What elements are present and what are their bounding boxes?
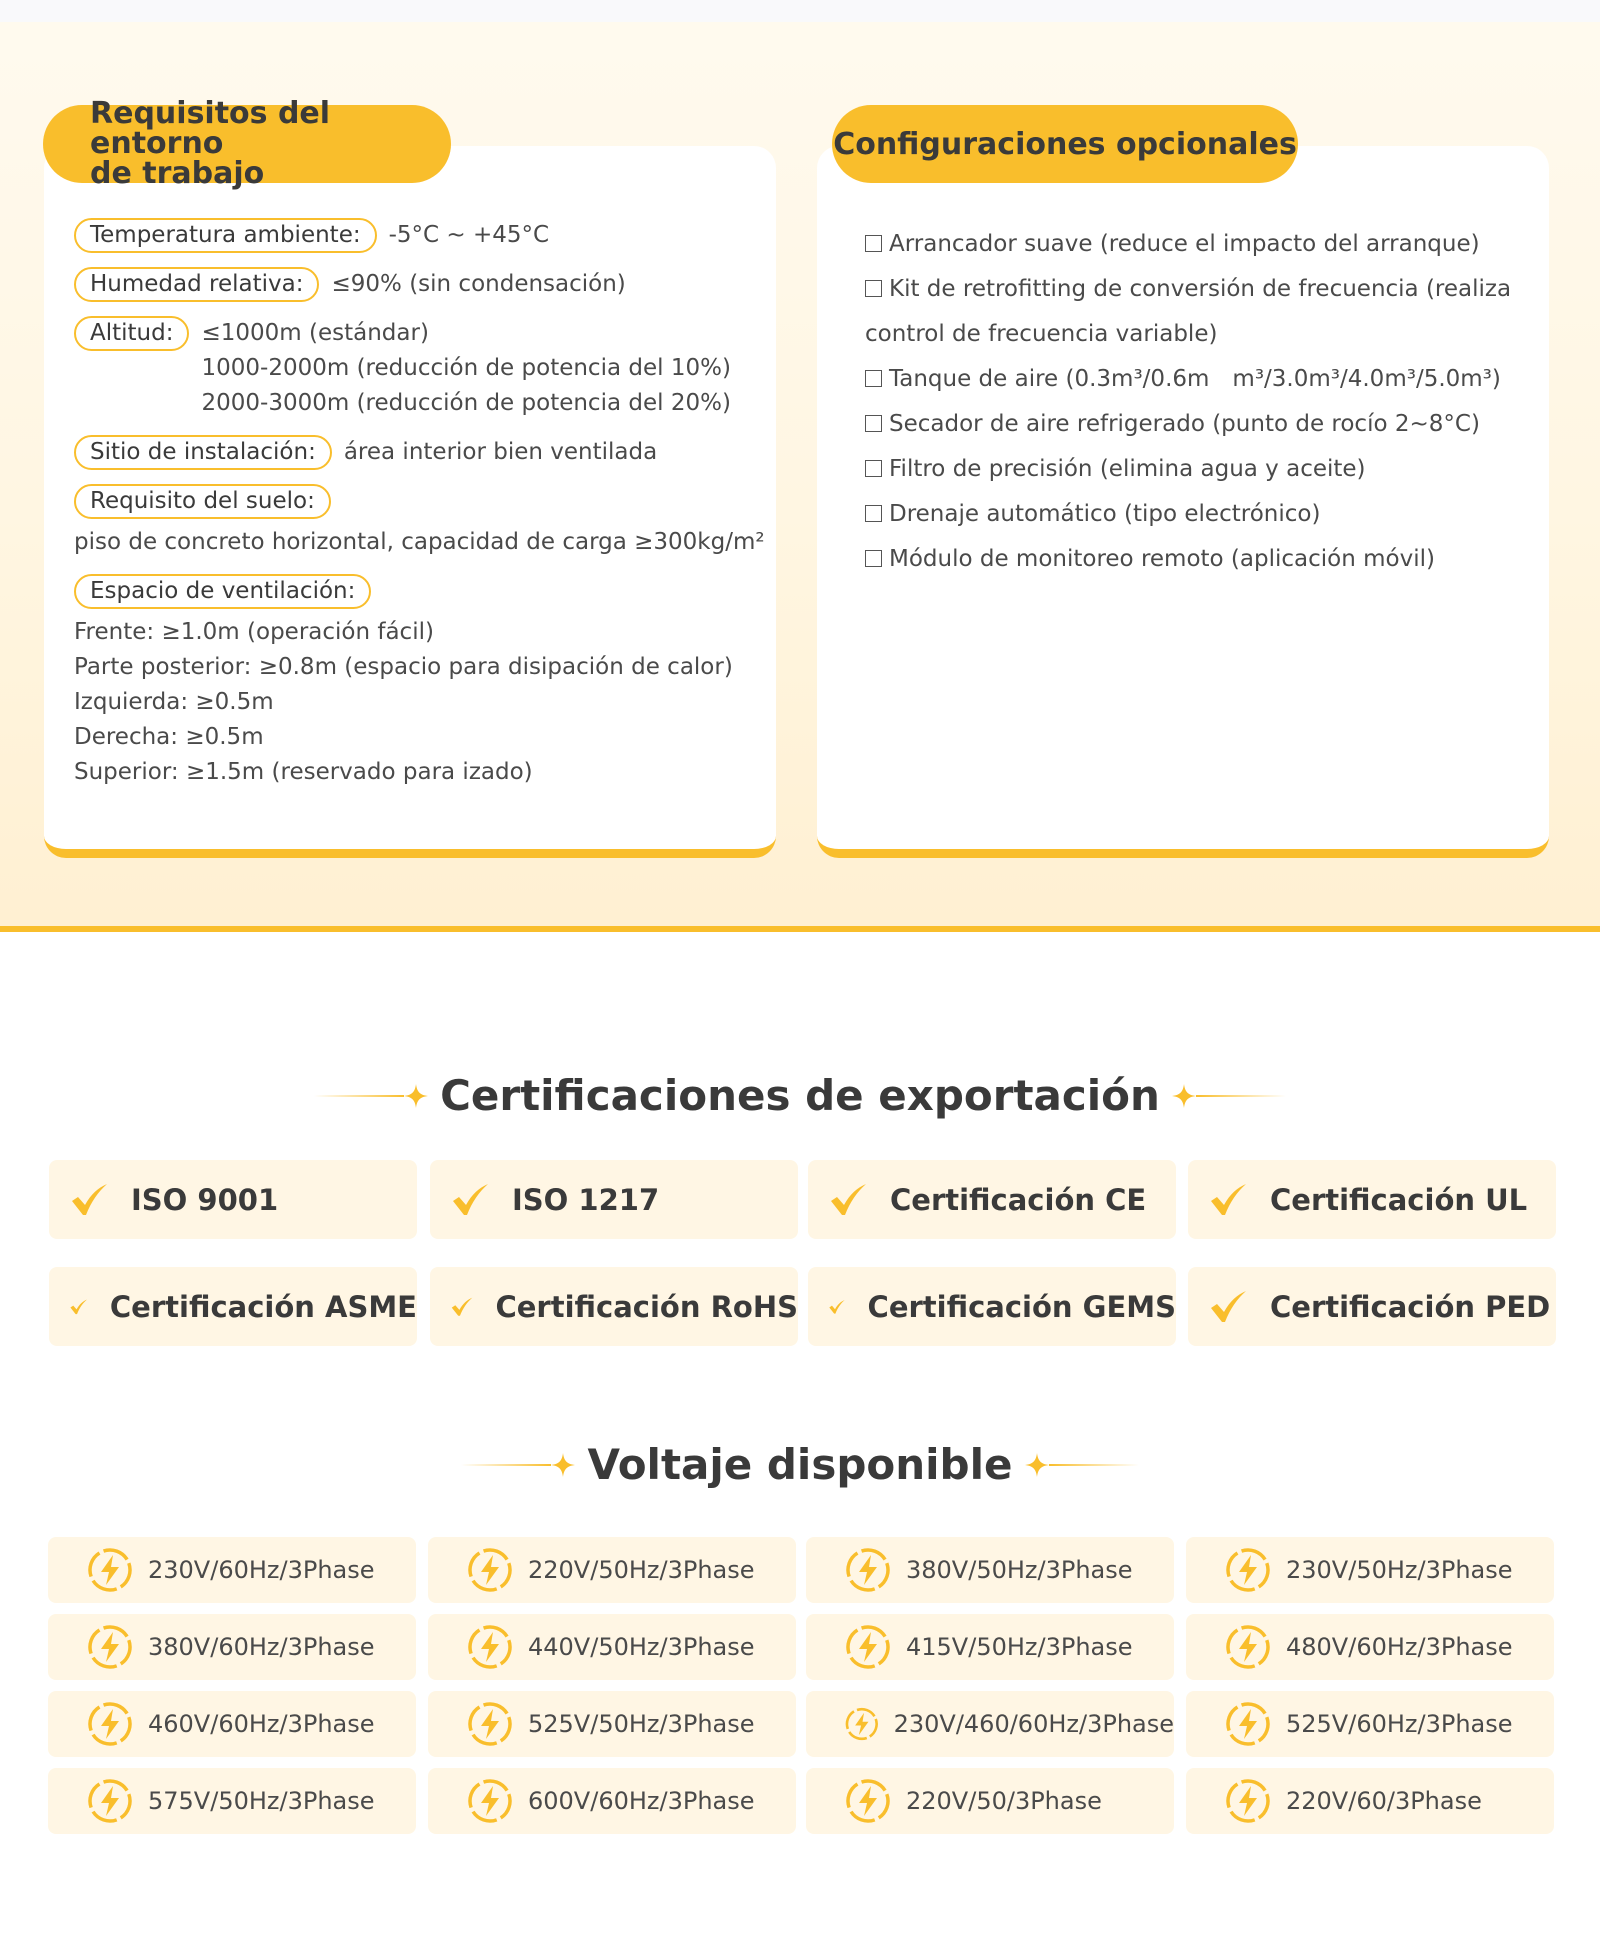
environment-rows (74, 218, 764, 804)
lightning-icon (466, 1700, 514, 1748)
environment-title-line1: Requisitos del entorno (90, 96, 331, 161)
sparkle-star-icon (1172, 1084, 1196, 1108)
lightning-icon (1224, 1623, 1272, 1671)
env-value: 1000-2000m (reducción de potencia del 10%) (201, 355, 731, 381)
option-label: Secador de aire refrigerado (punto de rocío 2~8°C) (889, 411, 1480, 437)
lightning-icon (1224, 1700, 1272, 1748)
option-item[interactable] (865, 492, 1525, 537)
voltage-label: 600V/60Hz/3Phase (528, 1787, 755, 1815)
lightning-icon (844, 1777, 892, 1825)
voltage-tile (48, 1537, 416, 1603)
option-label: Tanque de aire (0.3m³/0.6m m³/3.0m³/4.0m³/5.0m³) (889, 366, 1501, 392)
certification-tile (49, 1160, 417, 1239)
option-label: Arrancador suave (reduce el impacto del arranque) (889, 231, 1480, 257)
heading-decoration-left (461, 1453, 575, 1477)
certification-tile (430, 1160, 798, 1239)
certification-label: ISO 9001 (131, 1182, 279, 1217)
certification-label: ISO 1217 (512, 1182, 660, 1217)
env-value: Superior: ≥1.5m (reservado para izado) (74, 759, 533, 785)
lightning-icon (466, 1777, 514, 1825)
certification-tile (1188, 1267, 1556, 1346)
voltage-tile (1186, 1768, 1554, 1834)
check-icon (450, 1180, 490, 1220)
voltage-tile (48, 1691, 416, 1757)
certification-tile (49, 1267, 417, 1346)
voltage-tile (806, 1768, 1174, 1834)
certification-tile (1188, 1160, 1556, 1239)
option-item[interactable] (865, 447, 1525, 492)
heading-decoration-right (1172, 1084, 1286, 1108)
top-section (0, 0, 1600, 932)
checkbox-icon[interactable] (865, 235, 882, 252)
env-value: Derecha: ≥0.5m (74, 724, 264, 750)
env-label: Altitud: (74, 316, 189, 351)
env-row-site (74, 435, 764, 470)
voltage-label: 230V/460/60Hz/3Phase (893, 1710, 1174, 1738)
voltage-tile (48, 1614, 416, 1680)
sparkle-star-icon (1025, 1453, 1049, 1477)
check-icon (1208, 1287, 1248, 1327)
env-value: Izquierda: ≥0.5m (74, 689, 274, 715)
voltage-tile (428, 1614, 796, 1680)
env-value-lines (74, 525, 764, 560)
check-icon (69, 1287, 88, 1327)
checkbox-icon[interactable] (865, 280, 882, 297)
env-value: 2000-3000m (reducción de potencia del 20%) (201, 390, 731, 416)
check-icon (450, 1287, 473, 1327)
lightning-icon (1224, 1777, 1272, 1825)
option-item[interactable] (865, 402, 1525, 447)
certification-label: Certificación RoHS (495, 1289, 798, 1324)
voltage-label: 220V/50Hz/3Phase (528, 1556, 755, 1584)
option-item[interactable] (865, 537, 1525, 582)
options-card-title: Configuraciones opcionales (832, 105, 1298, 183)
env-label: Espacio de ventilación: (74, 574, 371, 609)
option-item[interactable] (865, 222, 1525, 267)
voltage-tile (806, 1691, 1174, 1757)
voltage-label: 230V/50Hz/3Phase (1286, 1556, 1513, 1584)
voltage-label: 380V/60Hz/3Phase (148, 1633, 375, 1661)
env-row-floor (74, 484, 764, 560)
voltage-tile (428, 1537, 796, 1603)
lightning-icon (86, 1623, 134, 1671)
heading-decoration-left (314, 1084, 428, 1108)
certification-label: Certificación PED (1270, 1289, 1551, 1324)
checkbox-icon[interactable] (865, 415, 882, 432)
certifications-title: Certificaciones de exportación (440, 1071, 1160, 1120)
checkbox-icon[interactable] (865, 505, 882, 522)
env-label: Temperatura ambiente: (74, 218, 377, 253)
env-label: Humedad relativa: (74, 267, 319, 302)
lightning-icon (844, 1700, 880, 1748)
voltage-tile (1186, 1614, 1554, 1680)
voltage-label: 460V/60Hz/3Phase (148, 1710, 375, 1738)
option-item[interactable] (865, 267, 1525, 357)
sparkle-star-icon (551, 1453, 575, 1477)
option-label: Kit de retrofitting de conversión de frecuencia (realiza control de frecuencia variable) (865, 276, 1512, 347)
env-row-ventilation (74, 574, 764, 790)
env-value-lines (74, 615, 764, 790)
lightning-icon (86, 1546, 134, 1594)
certification-label: Certificación CE (890, 1182, 1147, 1217)
env-value: Parte posterior: ≥0.8m (espacio para disipación de calor) (74, 654, 733, 680)
lightning-icon (86, 1700, 134, 1748)
lightning-icon (844, 1546, 892, 1594)
certification-label: Certificación GEMS (867, 1289, 1176, 1324)
options-card (817, 126, 1549, 858)
voltage-heading (0, 1440, 1600, 1489)
certifications-heading (0, 1071, 1600, 1120)
lightning-icon (844, 1623, 892, 1671)
lightning-icon (86, 1777, 134, 1825)
environment-title-line2: de trabajo (90, 156, 265, 191)
voltage-tile (806, 1537, 1174, 1603)
voltage-label: 480V/60Hz/3Phase (1286, 1633, 1513, 1661)
option-label: Drenaje automático (tipo electrónico) (889, 501, 1321, 527)
env-value: ≤90% (sin condensación) (331, 271, 626, 297)
voltage-tile (1186, 1537, 1554, 1603)
environment-card (44, 96, 776, 858)
voltage-label: 525V/60Hz/3Phase (1286, 1710, 1513, 1738)
voltage-label: 440V/50Hz/3Phase (528, 1633, 755, 1661)
option-label: Módulo de monitoreo remoto (aplicación móvil) (889, 546, 1435, 572)
env-value: -5°C ~ +45°C (388, 222, 550, 248)
voltage-tile (1186, 1691, 1554, 1757)
check-icon (828, 1180, 868, 1220)
voltage-title: Voltaje disponible (587, 1440, 1013, 1489)
voltage-tile (48, 1768, 416, 1834)
lightning-icon (1224, 1546, 1272, 1594)
env-value: Frente: ≥1.0m (operación fácil) (74, 619, 434, 645)
check-icon (828, 1287, 846, 1327)
check-icon (69, 1180, 109, 1220)
certification-tile (808, 1160, 1176, 1239)
voltage-label: 220V/50/3Phase (906, 1787, 1102, 1815)
voltage-label: 575V/50Hz/3Phase (148, 1787, 375, 1815)
option-item[interactable] (865, 357, 1525, 402)
env-value: piso de concreto horizontal, capacidad de carga ≥300kg/m² (74, 529, 765, 555)
env-label: Requisito del suelo: (74, 484, 331, 519)
option-label: Filtro de precisión (elimina agua y aceite) (889, 456, 1366, 482)
top-strip (0, 0, 1600, 22)
env-row-temperature (74, 218, 764, 253)
env-row-humidity (74, 267, 764, 302)
env-row-altitude (74, 316, 764, 421)
certification-tile (430, 1267, 798, 1346)
sparkle-star-icon (404, 1084, 428, 1108)
env-value: área interior bien ventilada (343, 439, 658, 465)
check-icon (1208, 1180, 1248, 1220)
checkbox-icon[interactable] (865, 550, 882, 567)
env-value-lines (201, 316, 730, 421)
voltage-label: 220V/60/3Phase (1286, 1787, 1482, 1815)
checkbox-icon[interactable] (865, 370, 882, 387)
lightning-icon (466, 1623, 514, 1671)
checkbox-icon[interactable] (865, 460, 882, 477)
env-label: Sitio de instalación: (74, 435, 332, 470)
certification-label: Certificación UL (1270, 1182, 1528, 1217)
environment-card-title (43, 96, 451, 191)
voltage-label: 525V/50Hz/3Phase (528, 1710, 755, 1738)
options-list (865, 222, 1525, 582)
env-value: ≤1000m (estándar) (201, 320, 429, 346)
lightning-icon (466, 1546, 514, 1594)
certification-label: Certificación ASME (109, 1289, 417, 1324)
voltage-tile (428, 1768, 796, 1834)
voltage-tile (428, 1691, 796, 1757)
voltage-label: 230V/60Hz/3Phase (148, 1556, 375, 1584)
certification-tile (808, 1267, 1176, 1346)
voltage-label: 415V/50Hz/3Phase (906, 1633, 1133, 1661)
voltage-tile (806, 1614, 1174, 1680)
heading-decoration-right (1025, 1453, 1139, 1477)
voltage-label: 380V/50Hz/3Phase (906, 1556, 1133, 1584)
